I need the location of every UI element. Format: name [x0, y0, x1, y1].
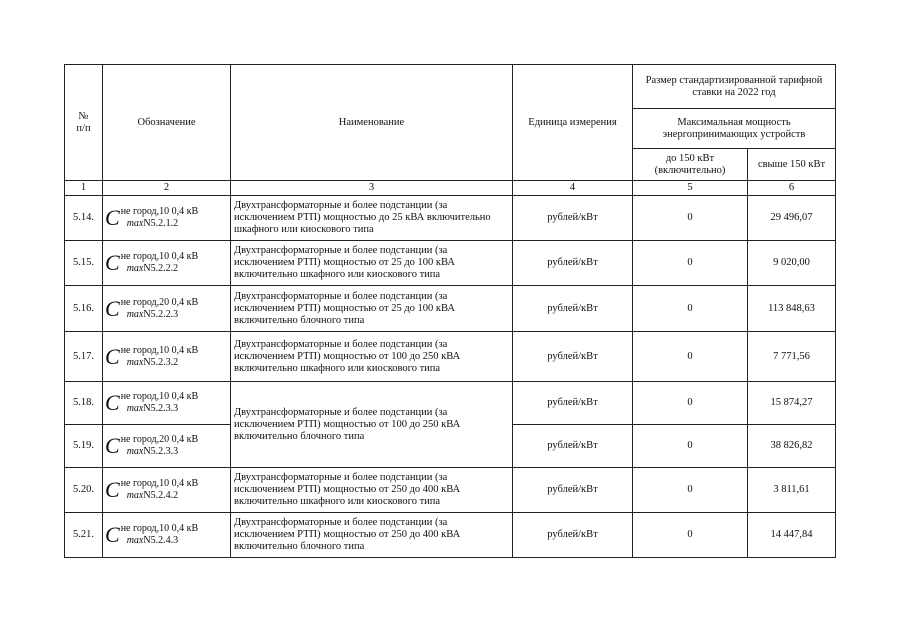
row-name: Двухтрансформаторные и более подстанции (за исключением РТП) мощностью от 25 до 100 кВА включительно шкафного или киоскового типа	[231, 241, 513, 286]
row-number: 5.16.	[65, 286, 103, 332]
symbol-code: N5.2.2.2	[143, 263, 179, 274]
row-name: Двухтрансформаторные и более подстанции (за исключением РТП) мощностью от 100 до 250 кВА включительно шкафного или киоскового типа	[231, 332, 513, 382]
symbol-max: max	[126, 403, 144, 414]
colnum: 3	[231, 181, 513, 196]
row-rate-upto150: 0	[633, 382, 748, 425]
table-row	[65, 196, 836, 241]
symbol-superscript: не город,10 0,4 кВ	[120, 206, 199, 217]
symbol-c: C	[105, 522, 120, 547]
row-number: 5.20.	[65, 468, 103, 513]
tariff-symbol	[103, 332, 231, 382]
row-rate-upto150: 0	[633, 425, 748, 468]
header-power-group: Максимальная мощность энергопринимающих устройств	[633, 109, 836, 149]
colnum: 4	[513, 181, 633, 196]
row-rate-over150: 113 848,63	[748, 286, 836, 332]
symbol-code: N5.2.2.3	[143, 308, 179, 320]
symbol-superscript: не город,10 0,4 кВ	[120, 523, 199, 534]
symbol-max: max	[126, 535, 144, 546]
row-rate-over150: 14 447,84	[748, 513, 836, 558]
header-num: № п/п	[65, 65, 103, 181]
row-number: 5.15.	[65, 241, 103, 286]
header-rate-group: Размер стандартизированной тарифной ставки на 2022 год	[633, 65, 836, 109]
row-rate-upto150: 0	[633, 513, 748, 558]
row-rate-upto150: 0	[633, 286, 748, 332]
symbol-superscript: не город,20 0,4 кВ	[120, 296, 199, 308]
row-rate-over150: 38 826,82	[748, 425, 836, 468]
symbol-superscript: не город,10 0,4 кВ	[120, 251, 199, 262]
row-rate-upto150: 0	[633, 468, 748, 513]
symbol-superscript: не город,20 0,4 кВ	[120, 434, 199, 445]
symbol-c: C	[105, 295, 120, 321]
colnum: 6	[748, 181, 836, 196]
symbol-superscript: не город,10 0,4 кВ	[120, 344, 199, 356]
tariff-symbol	[103, 513, 231, 558]
symbol-code: N5.2.4.2	[143, 490, 179, 501]
row-name: Двухтрансформаторные и более подстанции (за исключением РТП) мощностью до 25 кВА включительно шкафного или киоскового типа	[231, 196, 513, 241]
header-unit: Единица измерения	[513, 65, 633, 181]
symbol-c: C	[105, 250, 120, 275]
row-number: 5.21.	[65, 513, 103, 558]
tariff-symbol	[103, 382, 231, 425]
colnum: 2	[103, 181, 231, 196]
symbol-code: N5.2.3.3	[143, 403, 179, 414]
row-number: 5.14.	[65, 196, 103, 241]
tariff-symbol	[103, 241, 231, 286]
symbol-superscript: не город,10 0,4 кВ	[120, 391, 199, 402]
row-rate-over150: 15 874,27	[748, 382, 836, 425]
colnum: 5	[633, 181, 748, 196]
header-name: Наименование	[231, 65, 513, 181]
row-number: 5.17.	[65, 332, 103, 382]
row-number: 5.19.	[65, 425, 103, 468]
row-unit: рублей/кВт	[513, 241, 633, 286]
symbol-max: max	[126, 218, 144, 229]
symbol-code: N5.2.1.2	[143, 218, 179, 229]
symbol-code: N5.2.3.3	[143, 446, 179, 457]
symbol-c: C	[105, 343, 120, 369]
row-unit: рублей/кВт	[513, 425, 633, 468]
row-rate-upto150: 0	[633, 332, 748, 382]
tariff-symbol	[103, 468, 231, 513]
row-name: Двухтрансформаторные и более подстанции (за исключением РТП) мощностью от 250 до 400 кВА включительно шкафного или киоскового типа	[231, 468, 513, 513]
symbol-c: C	[105, 477, 120, 502]
header-upto150: до 150 кВт (включительно)	[633, 149, 748, 181]
row-unit: рублей/кВт	[513, 382, 633, 425]
symbol-c: C	[105, 390, 120, 415]
row-unit: рублей/кВт	[513, 286, 633, 332]
row-unit: рублей/кВт	[513, 513, 633, 558]
row-unit: рублей/кВт	[513, 332, 633, 382]
row-number: 5.18.	[65, 382, 103, 425]
row-rate-upto150: 0	[633, 241, 748, 286]
table-row	[65, 286, 836, 332]
table-row	[65, 513, 836, 558]
row-rate-over150: 7 771,56	[748, 332, 836, 382]
row-rate-over150: 3 811,61	[748, 468, 836, 513]
row-name: Двухтрансформаторные и более подстанции (за исключением РТП) мощностью от 100 до 250 кВА включительно блочного типа	[231, 382, 513, 468]
table-row	[65, 332, 836, 382]
table-row	[65, 468, 836, 513]
symbol-max: max	[126, 446, 144, 457]
symbol-max: max	[126, 356, 144, 368]
header-over150: свыше 150 кВт	[748, 149, 836, 181]
symbol-superscript: не город,10 0,4 кВ	[120, 478, 199, 489]
row-rate-over150: 9 020,00	[748, 241, 836, 286]
table-row	[65, 241, 836, 286]
symbol-max: max	[126, 308, 144, 320]
tariff-symbol	[103, 425, 231, 468]
row-unit: рублей/кВт	[513, 196, 633, 241]
header-designation: Обозначение	[103, 65, 231, 181]
symbol-code: N5.2.3.2	[143, 356, 179, 368]
row-rate-upto150: 0	[633, 196, 748, 241]
table-row	[65, 382, 836, 425]
symbol-c: C	[105, 205, 120, 230]
symbol-code: N5.2.4.3	[143, 535, 179, 546]
symbol-max: max	[126, 490, 144, 501]
row-name: Двухтрансформаторные и более подстанции (за исключением РТП) мощностью от 250 до 400 кВА включительно блочного типа	[231, 513, 513, 558]
symbol-c: C	[105, 433, 120, 458]
column-numbers-row	[65, 181, 836, 196]
colnum: 1	[65, 181, 103, 196]
tariff-symbol	[103, 286, 231, 332]
row-rate-over150: 29 496,07	[748, 196, 836, 241]
tariff-symbol	[103, 196, 231, 241]
symbol-max: max	[126, 263, 144, 274]
tariff-table	[64, 64, 836, 558]
row-unit: рублей/кВт	[513, 468, 633, 513]
row-name: Двухтрансформаторные и более подстанции (за исключением РТП) мощностью от 25 до 100 кВА включительно блочного типа	[231, 286, 513, 332]
